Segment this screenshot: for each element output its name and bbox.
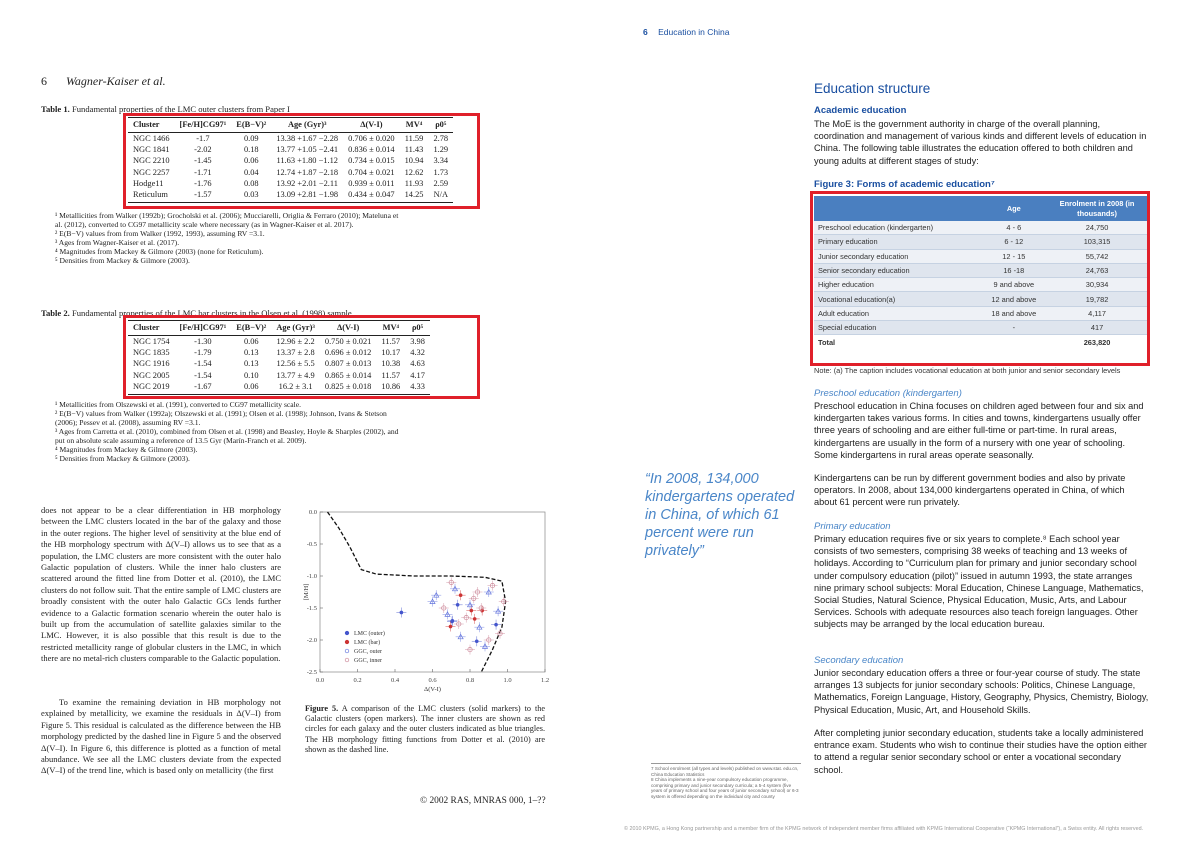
- secondary-text-2: After completing junior secondary education, students take a locally administered entrance exam. Students who wish to continue their studies have the option either to attend a regular senior secondary school or enter a vocational secondary school.: [814, 728, 1147, 775]
- edu-total-cell: [981, 335, 1048, 349]
- table1-cell: 0.06: [243, 156, 259, 166]
- x-tick-label: 0.6: [428, 677, 437, 684]
- edu-cell: 19,782: [1047, 292, 1147, 306]
- edu-cell: 4 - 6: [981, 221, 1048, 235]
- table1-cell: 13.77 +1.05 −2.41: [276, 145, 339, 155]
- table1-cell: 0.734 ± 0.015: [348, 156, 395, 166]
- table1-header-cell: E(B−V)²: [231, 118, 271, 133]
- edu-row: [814, 221, 1147, 235]
- table2-header-cell: ρ0⁵: [405, 321, 430, 336]
- table2-header-cell: Age (Gyr)³: [271, 321, 320, 336]
- table2-cell: 12.96 ± 2.2: [276, 337, 315, 346]
- x-tick-label: 0.8: [465, 677, 475, 684]
- legend-marker: [345, 640, 349, 644]
- secondary-heading: Secondary education: [814, 655, 904, 666]
- academic-heading: Academic education: [814, 105, 907, 116]
- table2-header-cell: [Fe/H]CG97¹: [175, 321, 232, 336]
- body-paragraph-2: To examine the remaining deviation in HB morphology not explained by metallicity, we examine the residuals in Δ(V–I) from Figure 5. This residual is calculated as the difference between the HB morphology predicted by the dashed line in Figure 5 and the observed Δ(V–I). In Figure 6, this difference is plotted as a function of metal abundance. We see all the LMC clusters deviate from the expected Δ(V–I) of the trend line, which is based only on metallicity (the first: [41, 697, 281, 776]
- left-page-number: 6: [41, 74, 47, 88]
- table1-cell: NGC 2210: [133, 156, 170, 166]
- table2-header-cell: E(B−V)²: [231, 321, 271, 336]
- table1-cell: 0.03: [231, 189, 271, 203]
- table1-cell: 0.434 ± 0.047: [343, 189, 399, 203]
- table1-cell: 0.04: [243, 167, 259, 177]
- education-table: [814, 196, 1147, 349]
- edu-cell: Preschool education (kindergarten): [814, 221, 981, 235]
- edu-row: [814, 292, 1147, 306]
- data-point: [449, 625, 453, 629]
- edu-cell: 16 -18: [981, 263, 1048, 277]
- table2-cell: -1.54: [194, 370, 212, 380]
- table2-cell: 0.807 ± 0.013: [324, 359, 372, 369]
- table2-cell: 10.38: [381, 359, 401, 369]
- table2-cell: -1.67: [175, 381, 232, 395]
- table1-cell: 0.836 ± 0.014: [348, 145, 395, 155]
- right-page-header: [643, 27, 729, 37]
- secondary-text-1: Junior secondary education offers a three or four-year course of study. The state arranges 13 subjects for junior secondary schools: Politics, Chinese Language, Mathematics, Foreign Language, History, Geography, Physics, Chemistry, Biology, Physical Education, Music, Art, and Household Skills.: [814, 668, 1149, 715]
- edu-total-cell: 263,820: [1047, 335, 1147, 349]
- table2-cell: 11.57: [381, 337, 401, 346]
- edu-cell: -: [981, 321, 1048, 335]
- table1-cell: -1.71: [194, 167, 212, 177]
- figure3-table: [814, 196, 1147, 349]
- edu-cell: 24,750: [1047, 221, 1147, 235]
- table1-cell: 10.94: [404, 156, 424, 166]
- legend-label: LMC (outer): [354, 631, 385, 637]
- table1-cell: Hodge11: [133, 178, 164, 188]
- edu-cell: 4,117: [1047, 306, 1147, 320]
- table2-cell: NGC 1835: [133, 348, 170, 358]
- y-tick-label: -0.5: [306, 541, 317, 548]
- edu-cell: Vocational education(a): [814, 292, 981, 306]
- table1-cell: 11.93: [404, 178, 424, 188]
- plot-frame: [320, 512, 545, 672]
- table1-cell: 0.704 ± 0.021: [348, 167, 395, 177]
- table2-row: [128, 381, 430, 395]
- table2-footnote: ² E(B−V) values from Walker (1992a); Olszewski et al. (1991); Olsen et al. (1998); Johnson, Ivans & Stetson (2006); Pessev et al. (2008), assuming RV =3.1.: [55, 409, 387, 427]
- table2-cell: NGC 1916: [133, 359, 170, 369]
- table1-row: [128, 144, 453, 155]
- table2-cell: NGC 2019: [128, 381, 175, 395]
- table1-cell: 13.92 +2.01 −2.11: [276, 178, 338, 188]
- edu-row: [814, 321, 1147, 335]
- table1-cell: 14.25: [400, 189, 429, 203]
- table2-cell: 4.33: [405, 381, 430, 395]
- primary-heading: Primary education: [814, 521, 891, 532]
- edu-cell: Special education: [814, 321, 981, 335]
- table1-header-cell: Δ(V-I): [343, 118, 399, 133]
- y-tick-label: -2.5: [306, 669, 317, 676]
- table1-footnote: ⁴ Magnitudes from Mackey & Gilmore (2003) (none for Reticulum).: [55, 247, 264, 256]
- body-paragraph-1: does not appear to be a clear differentiation in HB morphology between the LMC clusters located in the bar of the galaxy and those in the outer regions. The higher level of sensitivity at the blue end of the HB morphology spectrum with Δ(V–I) allows us to see that as a population, the LMC clusters are more consistent with the outer halo Galactic population of clusters. While the inner halo clusters are scattered around the fitted line from Dotter et al. (2010), the LMC clusters do not follow suit. That the entire sample of LMC clusters are broadly consistent with the outer halo Galactic GCs lends further evidence to a Galactic formation scenario wherein the outer halo is built up from the accumulation of satellite galaxies similar to the LMC. However, it is also possible that this result is due to the restricted metallicity range of globular clusters in the LMC, in which there are no metal-rich clusters comparable to the Galactic population.: [41, 505, 281, 664]
- edu-cell: 9 and above: [981, 278, 1048, 292]
- table2-row: [128, 347, 430, 358]
- edu-header-cell: [814, 196, 981, 221]
- table2-cell: NGC 1754: [133, 337, 170, 346]
- table1-cell: 13.38 +1.67 −2.28: [276, 134, 339, 143]
- table2-cell: 12.56 ± 5.5: [276, 359, 315, 369]
- table1-header-cell: ρ0⁵: [428, 118, 453, 133]
- table1-header-cell: Cluster: [128, 118, 175, 133]
- edu-row: [814, 235, 1147, 249]
- edu-row: [814, 249, 1147, 263]
- edu-row: [814, 278, 1147, 292]
- table1-caption: Table 1. Fundamental properties of the LMC outer clusters from Paper I: [41, 104, 290, 114]
- y-axis-label: [M/H]: [303, 583, 310, 601]
- table2-cell: 3.98: [410, 337, 425, 346]
- table1-header-cell: Age (Gyr)³: [271, 118, 343, 133]
- edu-header-cell: Age: [981, 196, 1048, 221]
- table1-cell: 3.34: [433, 156, 449, 166]
- edu-cell: Senior secondary education: [814, 263, 981, 277]
- table2-cell: 0.696 ± 0.012: [324, 348, 372, 358]
- table2-cell: 11.57: [381, 370, 401, 380]
- table1-cell: NGC 1466: [133, 134, 170, 143]
- figure5-chart: [300, 505, 555, 700]
- edu-cell: Primary education: [814, 235, 981, 249]
- table1-cell: 0.18: [243, 145, 259, 155]
- table2-grid: [128, 320, 430, 395]
- section-title: Education structure: [814, 81, 931, 96]
- table1-cell: 1.29: [433, 145, 449, 155]
- copyright: © 2002 RAS, MNRAS 000, 1–??: [420, 796, 546, 806]
- table-note: Note: (a) The caption includes vocational education at both junior and senior secondary levels: [814, 366, 1121, 375]
- table2-header-cell: MV⁴: [376, 321, 405, 336]
- y-tick-label: -1.0: [306, 573, 317, 580]
- table2-cell: 0.10: [243, 370, 259, 380]
- table1-cell: 1.73: [433, 167, 449, 177]
- footnote-8: 8 China implements a nine-year compulsory education programme, comprising primary and junior secondary curricula; a 5-4 system (five years of primary school and four years of junior secondary school) or 6-3 system is offered depending on the individual city and county: [651, 777, 799, 799]
- table1-grid: [128, 117, 453, 203]
- table1-header-cell: [Fe/H]CG97¹: [175, 118, 232, 133]
- data-point: [456, 603, 460, 607]
- table2-cell: 13.37 ± 2.8: [276, 348, 315, 358]
- edu-cell: 18 and above: [981, 306, 1048, 320]
- edu-cell: 12 and above: [981, 292, 1048, 306]
- table1-cell: 11.63 +1.80 −1.12: [276, 156, 338, 166]
- y-tick-label: -2.0: [306, 637, 317, 644]
- table1-row: [128, 167, 453, 178]
- table1-cell: 13.09 +2.81 −1.98: [271, 189, 343, 203]
- table2-cell: 10.86: [376, 381, 405, 395]
- edu-cell: 55,742: [1047, 249, 1147, 263]
- left-page-authors: Wagner-Kaiser et al.: [66, 74, 166, 88]
- edu-total-row: [814, 335, 1147, 349]
- table2-cell: 0.750 ± 0.021: [324, 337, 372, 346]
- preschool-text-2: Kindergartens can be run by different government bodies and also by private operators. In 2008, about 134,000 kindergartens operated in China, of which about 61 percent were run privately.: [814, 473, 1126, 508]
- table2-row: [128, 370, 430, 381]
- kpmg-footer: © 2010 KPMG, a Hong Kong partnership and a member firm of the KPMG network of independent member firms affiliated with KPMG International Cooperative (“KPMG International”), a Swiss entity. All rights reserved.: [624, 826, 1144, 832]
- table1-cell: -1.57: [175, 189, 232, 203]
- x-axis-label: Δ(V-I): [424, 686, 441, 693]
- table2-cell: -1.79: [194, 348, 212, 358]
- edu-cell: Junior secondary education: [814, 249, 981, 263]
- right-footnotes: [651, 763, 801, 800]
- table1: [128, 117, 453, 203]
- table1-cell: 0.706 ± 0.020: [348, 134, 395, 143]
- table2-cell: 0.06: [231, 381, 271, 395]
- table1-row: [128, 178, 453, 189]
- pull-quote: “In 2008, 134,000 kindergartens operated in China, of which 61 percent were run privately”: [645, 471, 795, 559]
- legend-label: LMC (bar): [354, 640, 381, 646]
- table1-cell: 12.74 +1.87 −2.18: [276, 167, 339, 177]
- edu-total-cell: Total: [814, 335, 981, 349]
- table2-cell: 13.77 ± 4.9: [276, 370, 315, 380]
- edu-cell: 24,763: [1047, 263, 1147, 277]
- data-point: [473, 617, 477, 621]
- table2-cell: 4.63: [410, 359, 425, 369]
- edu-cell: 30,934: [1047, 278, 1147, 292]
- table1-row: [128, 133, 453, 145]
- edu-cell: 12 - 15: [981, 249, 1048, 263]
- table1-cell: -1.7: [196, 134, 210, 143]
- right-page-title: Education in China: [658, 27, 730, 37]
- preschool-text-1: Preschool education in China focuses on children aged between four and six and kindergarten takes various forms. In cities and towns, kindergartens usually offer three years of schooling and are either full-time or part-time. In rural areas, kindergartens are usually in the form of a nursery with one year of schooling. Some kindergartens in rural areas operate seasonally.: [814, 401, 1144, 460]
- table1-cell: -2.02: [194, 145, 212, 155]
- data-point: [494, 623, 498, 627]
- table1-cell: N/A: [428, 189, 453, 203]
- table2-cell: 4.17: [410, 370, 425, 380]
- right-page-number: 6: [643, 27, 648, 37]
- table2-cell: 10.17: [381, 348, 401, 358]
- table1-footnote: ⁵ Densities from Mackey & Gilmore (2003).: [55, 256, 190, 265]
- table2-footnote: ¹ Metallicities from Olszewski et al. (1991), converted to CG97 metallicity scale.: [55, 400, 302, 409]
- edu-cell: 417: [1047, 321, 1147, 335]
- preschool-heading: Preschool education (kindergarten): [814, 388, 962, 399]
- table2-header-cell: Cluster: [128, 321, 175, 336]
- table1-footnote: ¹ Metallicities from Walker (1992b); Grocholski et al. (2006); Mucciarelli, Origlia & Ferraro (2010); Mateluna et al. (2012), converted to CG97 metallicity scale where necessary (as in Wagner-Kaiser et al. 2017).: [55, 211, 399, 229]
- table1-cell: 0.09: [243, 134, 259, 143]
- x-tick-label: 1.2: [540, 677, 550, 684]
- table1-footnotes: [55, 211, 405, 265]
- table2-cell: 0.825 ± 0.018: [320, 381, 376, 395]
- edu-cell: Adult education: [814, 306, 981, 320]
- primary-text: Primary education requires five or six years to complete.⁸ Each school year consists of two semesters, comprising 38 weeks of teaching and 13 weeks of holidays. According to “Curriculum plan for primary and junior secondary school under compulsory education (pilot)” issued in autumn 1993, the state arranges nine primary school subjects: Moral Education, Chinese Language, Mathematics, Social Studies, Natural Science, Physical Education, Music, Arts, and Labour Services. Schools with adequate resources also teach foreign languages. Other subjects may be arranged by the local education bureau.: [814, 534, 1144, 630]
- table2-footnote: ⁴ Magnitudes from Mackey & Gilmore (2003).: [55, 445, 198, 454]
- x-tick-label: 1.0: [503, 677, 512, 684]
- x-tick-label: 0.2: [353, 677, 362, 684]
- data-point: [400, 611, 404, 615]
- legend-marker: [345, 658, 349, 662]
- table1-cell: 2.59: [433, 178, 449, 188]
- table1-cell: 0.939 ± 0.011: [348, 178, 395, 188]
- edu-cell: 6 - 12: [981, 235, 1048, 249]
- legend-label: GGC, outer: [354, 649, 382, 655]
- figure3-title: Figure 3: Forms of academic education⁷: [814, 179, 995, 190]
- table2-row: [128, 358, 430, 369]
- table1-cell: 12.62: [404, 167, 424, 177]
- data-point: [459, 593, 463, 597]
- legend-label: GGC, inner: [354, 658, 382, 664]
- table1-cell: -1.45: [194, 156, 212, 166]
- y-tick-label: 0.0: [308, 509, 317, 516]
- edu-row: [814, 263, 1147, 277]
- table2-footnotes: [55, 400, 405, 463]
- data-point: [480, 609, 484, 613]
- table2-cell: -1.54: [194, 359, 212, 369]
- edu-row: [814, 306, 1147, 320]
- edu-cell: Higher education: [814, 278, 981, 292]
- table2-row: [128, 336, 430, 348]
- y-tick-label: -1.5: [306, 605, 317, 612]
- x-tick-label: 0.0: [315, 677, 325, 684]
- table1-footnote: ² E(B−V) values from from Walker (1992, 1993), assuming RV =3.1.: [55, 229, 265, 238]
- table1-header-cell: MV⁴: [400, 118, 429, 133]
- table2-header-cell: Δ(V-I): [320, 321, 376, 336]
- legend-marker: [345, 649, 349, 653]
- table2-cell: NGC 2005: [133, 370, 170, 380]
- table1-cell: 0.08: [243, 178, 259, 188]
- table1-cell: 11.59: [404, 134, 424, 143]
- figure5-caption: Figure 5. A comparison of the LMC clusters (solid markers) to the Galactic clusters (open markers). The inner clusters are shown as red circles for each galaxy and the outer clusters indicated as blue triangles. The HB morphology fitting functions from Dotter et al. (2010) are shown as the dashed line.: [305, 704, 545, 754]
- table1-cell: 2.78: [433, 134, 449, 143]
- edu-cell: 103,315: [1047, 235, 1147, 249]
- edu-header-cell: Enrolment in 2008 (in thousands): [1047, 196, 1147, 221]
- footnote-7: 7 School enrolment (all types and levels) published on www.stat. edu.cn, China Education Statistics: [651, 766, 799, 777]
- table1-cell: Reticulum: [128, 189, 175, 203]
- left-page-header: [41, 74, 166, 89]
- data-point: [475, 639, 479, 643]
- table2-cell: 0.06: [243, 337, 259, 346]
- table2-cell: 0.13: [243, 348, 259, 358]
- table1-footnote: ³ Ages from Wagner-Kaiser et al. (2017).: [55, 238, 180, 247]
- table2-footnote: ⁵ Densities from Mackey & Gilmore (2003).: [55, 454, 190, 463]
- table1-cell: -1.76: [194, 178, 212, 188]
- table2-cell: 0.13: [243, 359, 259, 369]
- legend-marker: [345, 631, 349, 635]
- table2-footnote: ³ Ages from Carretta et al. (2010), combined from Olsen et al. (1998) and Beasley, Hoyle & Sharples (2002), and put on absolute scale assuming a reference of 13.5 Gyr (Marín-Franch et al. 2009).: [55, 427, 399, 445]
- academic-text: The MoE is the government authority in charge of the overall planning, coordination and management of various kinds and different levels of education in China. The following table illustrates the education offered to both children and young adults at different stages of study:: [814, 119, 1147, 166]
- table2-cell: 0.865 ± 0.014: [324, 370, 372, 380]
- table1-row: [128, 189, 453, 203]
- x-tick-label: 0.4: [390, 677, 400, 684]
- table1-cell: NGC 1841: [133, 145, 170, 155]
- table1-row: [128, 155, 453, 166]
- table2-cell: 4.32: [410, 348, 425, 358]
- table2: [128, 320, 430, 395]
- table1-cell: 11.43: [404, 145, 424, 155]
- table1-cell: NGC 2257: [133, 167, 170, 177]
- table2-caption: Table 2. Fundamental properties of the LMC bar clusters in the Olsen et al. (1998) sample.: [41, 308, 354, 318]
- table2-cell: -1.30: [194, 337, 212, 346]
- table2-cell: 16.2 ± 3.1: [271, 381, 320, 395]
